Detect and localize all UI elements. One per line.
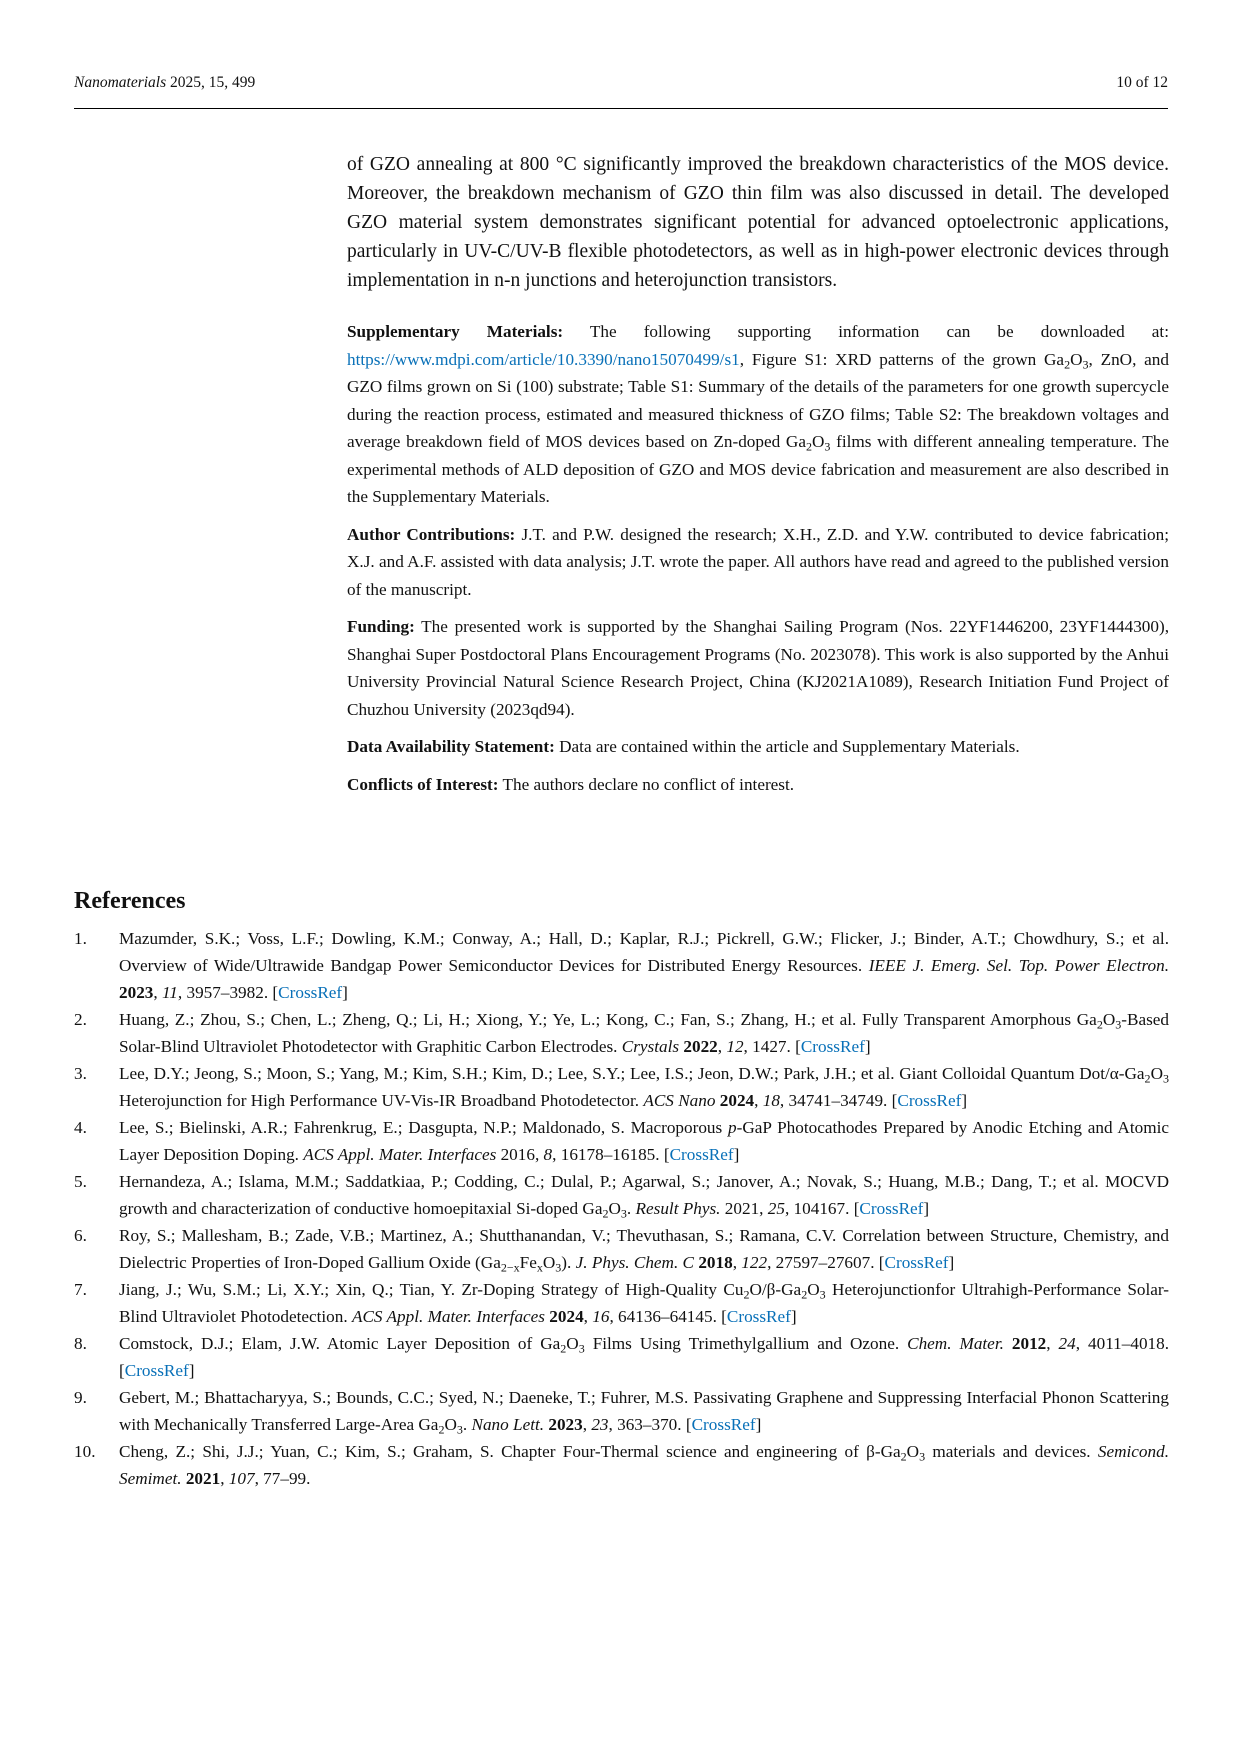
references-list (74, 925, 1169, 1492)
supplementary-materials: Supplementary Materials: The following supporting information can be downloaded at: https://www.mdpi.com/article/10.3390/nano15070499/s1, Figure S1: XRD patterns of the grown $Ga_2O_3$, ZnO, and GZO films grown on Si (100) substrate; Table S1: Summary of the details of the parameters for one growth supercycle during the reaction process, estimated and measured thickness of GZO films; Table S2: The breakdown voltages and average breakdown field of MOS devices based on Zn-doped $Ga_2O_3$ films with different annealing temperature. The experimental methods of ALD deposition of GZO and MOS device fabrication and measurement are also described in the Supplementary Materials. (347, 322, 1169, 506)
reference-item: 7. Jiang, J.; Wu, S.M.; Li, X.Y.; Xin, Q.; Tian, Y. Zr-Doping Strategy of High-Quality $Cu_2O/\beta-Ga_2O_3$ Heterojunctionfor Ultrahigh-Performance Solar-Blind Ultraviolet Photodetection. ACS Appl. Mater. Interfaces 2024, 16, 64136–64145. [CrossRef] (74, 1280, 1170, 1326)
reference-item: 8. Comstock, D.J.; Elam, J.W. Atomic Layer Deposition of $Ga_2O_3$ Films Using Trimethylgallium and Ozone. Chem. Mater. 2012, 24, 4011–4018. [CrossRef] (74, 1334, 1170, 1380)
reference-item: 6. Roy, S.; Mallesham, B.; Zade, V.B.; Martinez, A.; Shutthanandan, V.; Thevuthasan, S.; Ramana, C.V. Correlation between Structure, Chemistry, and Dielectric Properties of Iron-Doped Gallium Oxide $(Ga_{2-x}Fe_xO_3)$. J. Phys. Chem. C 2018, 122, 27597–27607. [CrossRef] (74, 1226, 1169, 1275)
funding: Funding: The presented work is supported by the Shanghai Sailing Program (Nos. 22YF1446200, 23YF1444300), Shanghai Super Postdoctoral Plans Encouragement Programs (No. 2023078). This work is also supported by the Anhui University Provincial Natural Science Research Project, China (KJ2021A1089), Research Initiation Fund Project of Chuzhou University (2023qd94). (347, 617, 1169, 719)
reference-item: 10. Cheng, Z.; Shi, J.J.; Yuan, C.; Kim, S.; Graham, S. Chapter Four-Thermal science and engineering of $\beta-Ga_2O_3$ materials and devices. Semicond. Semimet. 2021, 107, 77–99. (74, 1442, 1169, 1488)
supplementary-link[interactable]: https://www.mdpi.com/article/10.3390/nano15070499/s1 (347, 349, 740, 369)
reference-item: 2. Huang, Z.; Zhou, S.; Chen, L.; Zheng, Q.; Li, H.; Xiong, Y.; Ye, L.; Kong, C.; Fan, S.; Zhang, H.; et al. Fully Transparent Amorphous $Ga_2O_3$-Based Solar-Blind Ultraviolet Photodetector with Graphitic Carbon Electrodes. Crystals 2022, 12, 1427. [CrossRef] (74, 1010, 1169, 1056)
conflicts-of-interest: Conflicts of Interest: The authors declare no conflict of interest. (347, 774, 795, 794)
crossref-link[interactable]: CrossRef (691, 1415, 756, 1434)
crossref-link[interactable]: CrossRef (669, 1145, 734, 1164)
crossref-link[interactable]: CrossRef (897, 1091, 962, 1110)
reference-item: 3. Lee, D.Y.; Jeong, S.; Moon, S.; Yang, M.; Kim, S.H.; Kim, D.; Lee, S.Y.; Lee, I.S.; Jeon, D.W.; Park, J.H.; et al. Giant Colloidal Quantum Dot/$\alpha-Ga_2O_3$ Heterojunction for High Performance UV-Vis-IR Broadband Photodetector. ACS Nano 2024, 18, 34741–34749. [CrossRef] (74, 1064, 1169, 1110)
reference-item: 5. Hernandeza, A.; Islama, M.M.; Saddatkiaa, P.; Codding, C.; Dulal, P.; Agarwal, S.; Janover, A.; Novak, S.; Huang, M.B.; Dang, T.; et al. MOCVD growth and characterization of conductive homoepitaxial Si-doped $Ga_2O_3$. Result Phys. 2021, 25, 104167. [CrossRef] (74, 1172, 1169, 1221)
crossref-link[interactable]: CrossRef (800, 1037, 865, 1056)
crossref-link[interactable]: CrossRef (124, 1361, 189, 1380)
crossref-link[interactable]: CrossRef (859, 1199, 924, 1218)
data-availability: Data Availability Statement: Data are contained within the article and Supplementary Materials. (347, 737, 1020, 756)
journal-citation: Nanomaterials 2025, 15, 499 (74, 74, 256, 91)
page-header (74, 74, 1168, 109)
author-contributions: Author Contributions: J.T. and P.W. designed the research; X.H., Z.D. and Y.W. contributed to device fabrication; X.J. and A.F. assisted with data analysis; J.T. wrote the paper. All authors have read and agreed to the published version of the manuscript. (347, 524, 1169, 599)
conclusion-paragraph: of GZO annealing at 800 °C significantly improved the breakdown characteristics of the MOS device. Moreover, the breakdown mechanism of GZO thin film was also discussed in detail. The developed GZO material system demonstrates significant potential for advanced optoelectronic applications, particularly in UV-C/UV-B flexible photodetectors, as well as in high-power electronic devices through implementation in n-n junctions and heterojunction transistors. (347, 154, 1169, 291)
main-content (347, 150, 1169, 808)
crossref-link[interactable]: CrossRef (278, 983, 343, 1002)
references-title: References (74, 888, 186, 914)
page-number: 10 of 12 (1116, 74, 1168, 91)
crossref-link[interactable]: CrossRef (726, 1307, 791, 1326)
crossref-link[interactable]: CrossRef (884, 1253, 949, 1272)
reference-item: 1. Mazumder, S.K.; Voss, L.F.; Dowling, K.M.; Conway, A.; Hall, D.; Kaplar, R.J.; Pickrell, G.W.; Flicker, J.; Binder, A.T.; Chowdhury, S.; et al. Overview of Wide/Ultrawide Bandgap Power Semiconductor Devices for Distributed Energy Resources. IEEE J. Emerg. Sel. Top. Power Electron. 2023, 11, 3957–3982. [CrossRef] (74, 929, 1169, 1002)
reference-item: 4. Lee, S.; Bielinski, A.R.; Fahrenkrug, E.; Dasgupta, N.P.; Maldonado, S. Macroporous p-GaP Photocathodes Prepared by Anodic Etching and Atomic Layer Deposition Doping. ACS Appl. Mater. Interfaces 2016, 8, 16178–16185. [CrossRef] (74, 1118, 1169, 1164)
reference-item: 9. Gebert, M.; Bhattacharyya, S.; Bounds, C.C.; Syed, N.; Daeneke, T.; Fuhrer, M.S. Passivating Graphene and Suppressing Interfacial Phonon Scattering with Mechanically Transferred Large-Area $Ga_2O_3$. Nano Lett. 2023, 23, 363–370. [CrossRef] (74, 1388, 1169, 1437)
